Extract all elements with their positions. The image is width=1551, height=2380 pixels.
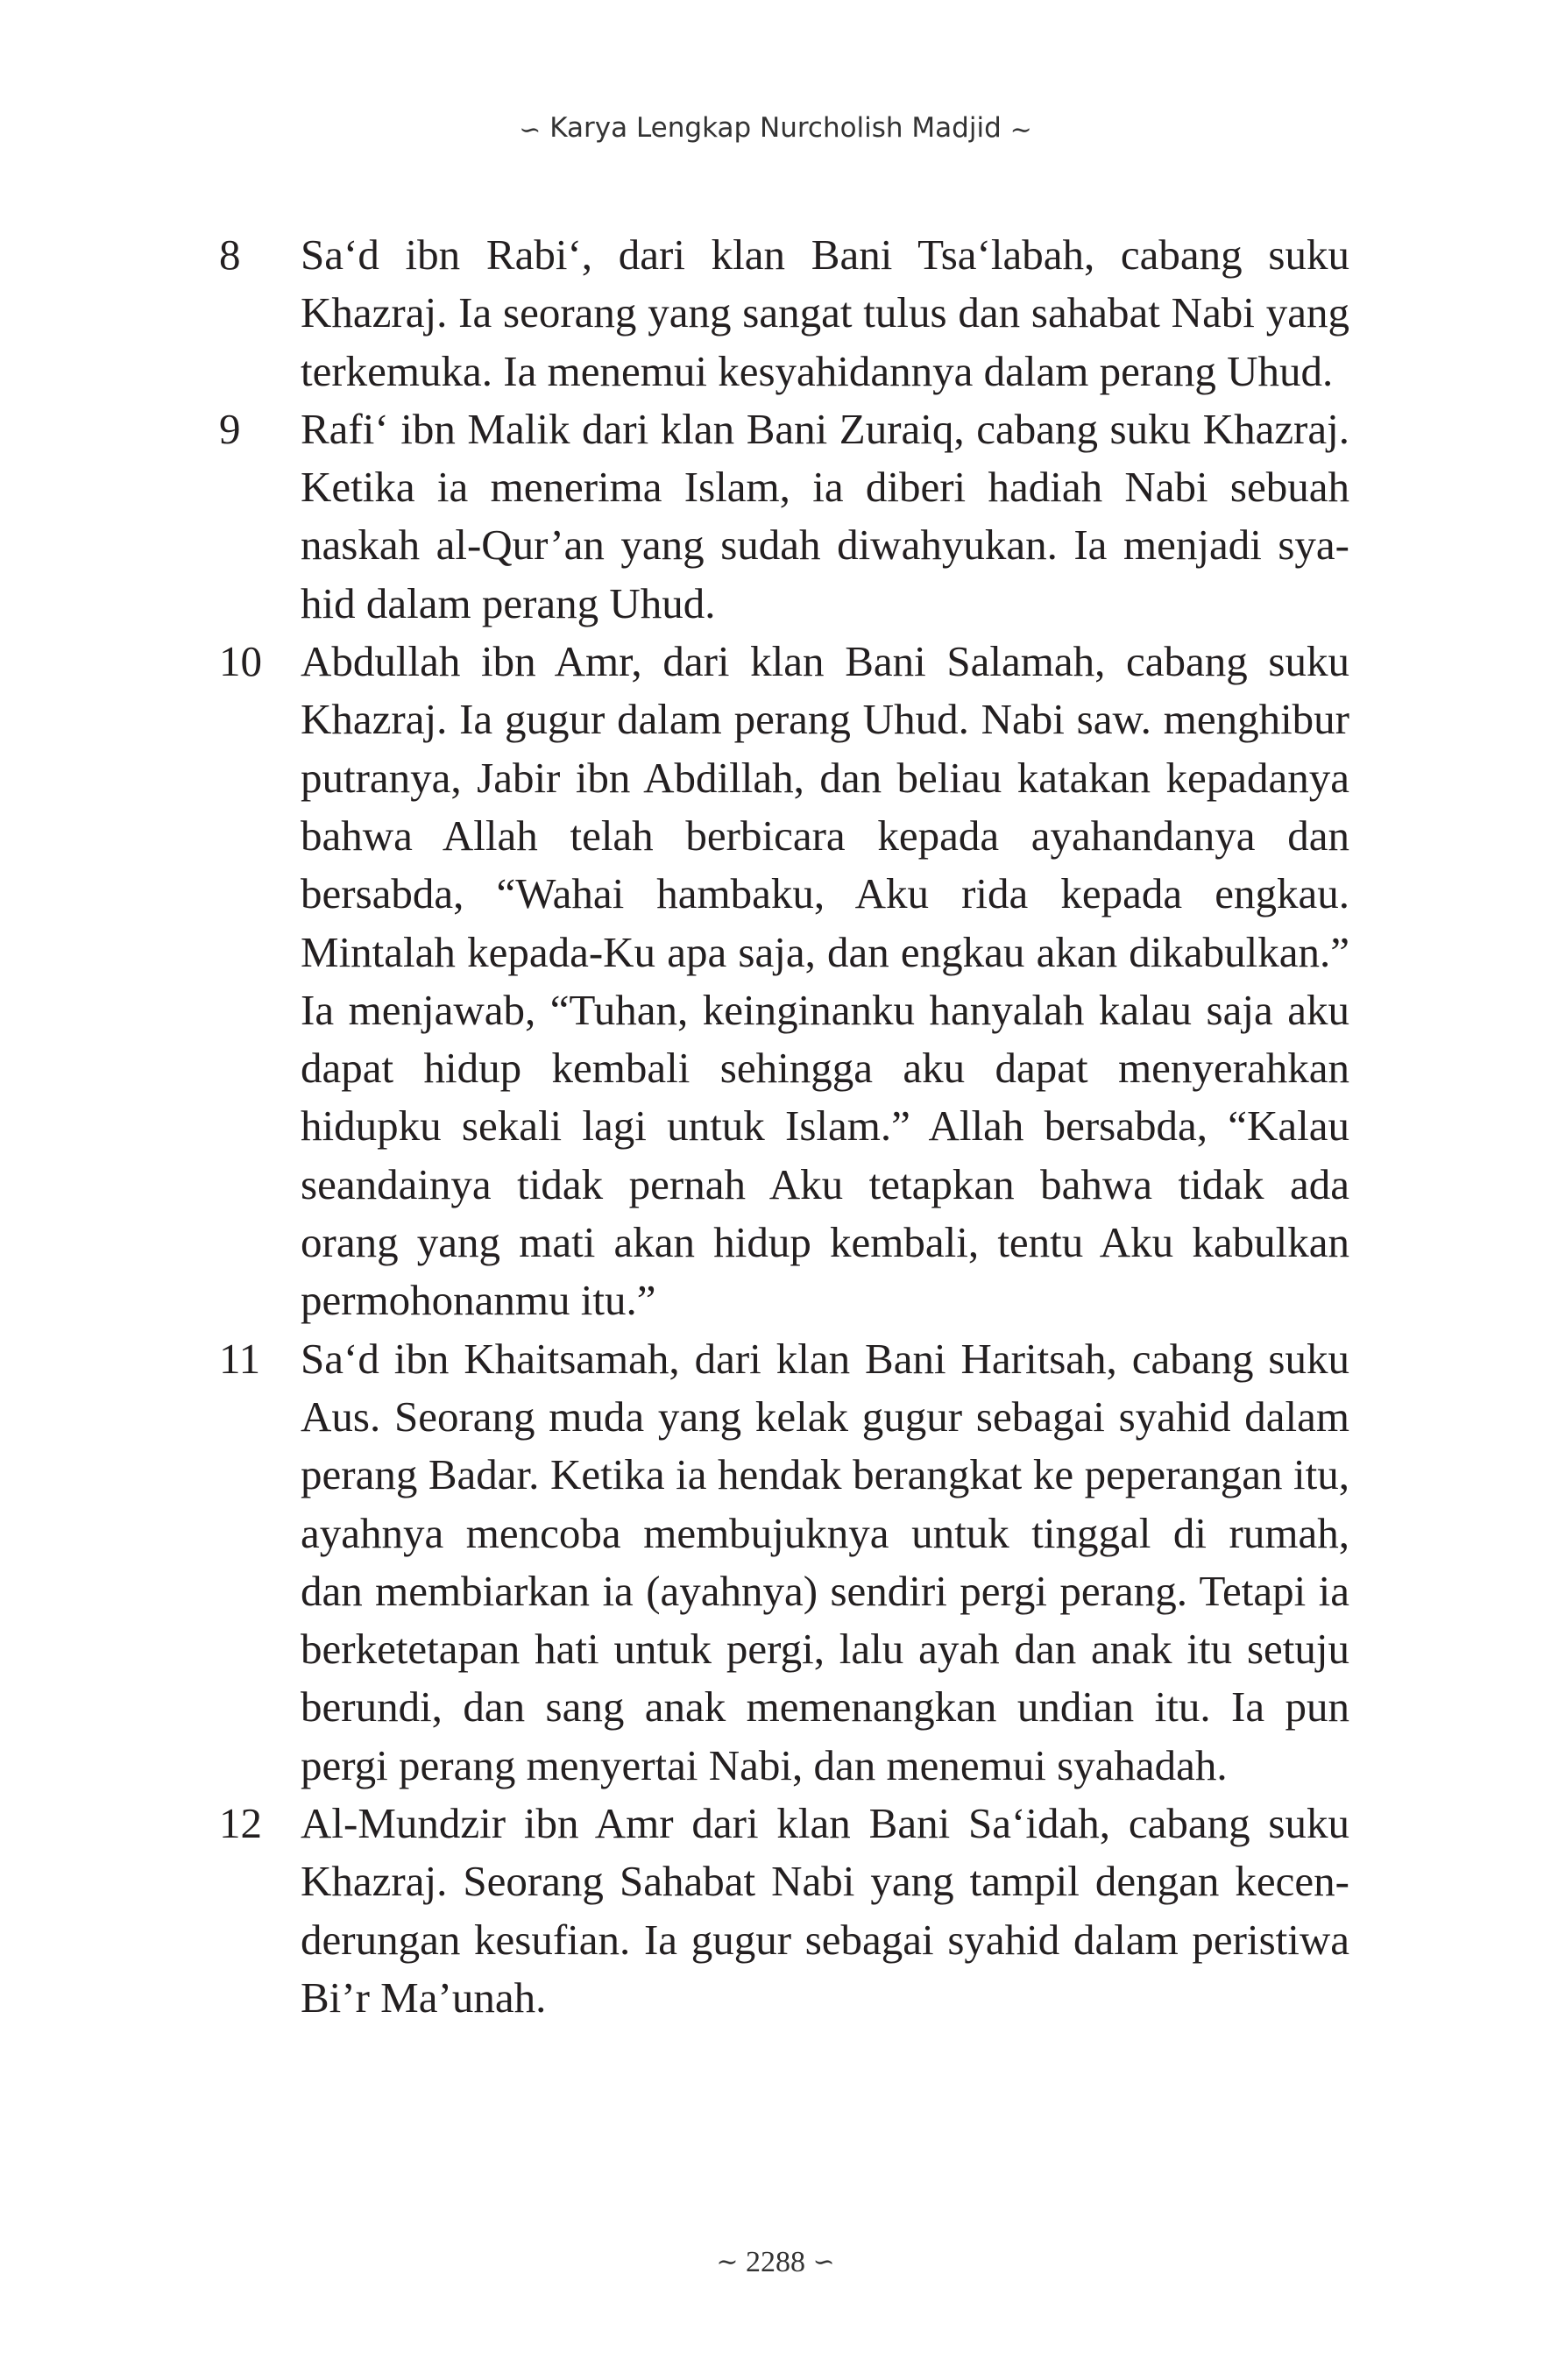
endnotes-list	[219, 226, 1349, 2027]
endnote-number: 9	[219, 404, 241, 453]
endnote-text: Sa‘d ibn Khaitsamah, dari klan Bani Haritsah, cabang suku Aus. Seorang muda yang kelak gugur sebagai syahid dalam perang Badar. Ketika ia hendak berangkat ke peperangan itu, ayahnya mencoba membujuknya untuk tinggal di rumah, dan membiarkan ia (ayahnya) sendiri pergi perang. Tetapi ia berketetapan hati untuk pergi, lalu ayah dan anak itu setuju berundi, dan sang anak memenangkan undian itu. Ia pun pergi perang menyertai Nabi, dan menemui syahadah.	[301, 1334, 1349, 1789]
page-folio	[0, 2246, 1551, 2279]
endnote	[219, 400, 1349, 633]
endnote-number: 8	[219, 230, 241, 279]
ornament-right-icon: ∽	[812, 2247, 835, 2277]
endnote	[219, 633, 1349, 1330]
endnote-number: 10	[219, 637, 262, 686]
endnote	[219, 226, 1349, 400]
running-header-title: Karya Lengkap Nurcholish Madjid	[549, 112, 1002, 144]
ornament-right-icon: ∼	[1009, 115, 1032, 145]
endnote-number: 11	[219, 1334, 261, 1383]
endnote-text: Sa‘d ibn Rabi‘, dari klan Bani Tsa‘labah, cabang suku Khazraj. Ia seorang yang sangat tulus dan sahabat Nabi yang terkemuka. Ia menemui kesyahidannya dalam perang Uhud.	[301, 230, 1349, 395]
endnote	[219, 1795, 1349, 2027]
endnote-text: Abdullah ibn Amr, dari klan Bani Salamah, cabang suku Khazraj. Ia gugur dalam perang Uhud. Nabi saw. menghibur putranya, Jabir ibn Abdillah, dan beliau katakan kepadanya bahwa Allah telah berbicara kepada ayahandanya dan bersabda, “Wahai hambaku, Aku rida kepada engkau. Mintalah kepada-Ku apa saja, dan engkau akan dikabulkan.” Ia menjawab, “Tuhan, keinginanku hanyalah kalau saja aku dapat hidup kembali sehingga aku dapat menyerahkan hidupku sekali lagi untuk Islam.” Allah bersabda, “Kalau seandainya tidak pernah Aku tetapkan bahwa tidak ada orang yang mati akan hidup kembali, tentu Aku kabulkan permohonanmu itu.”	[301, 637, 1349, 1325]
ornament-left-icon: ∼	[716, 2247, 739, 2277]
endnote	[219, 1330, 1349, 1795]
endnote-number: 12	[219, 1799, 262, 1848]
running-header	[0, 112, 1551, 145]
endnote-text: Al-Mundzir ibn Amr dari klan Bani Sa‘idah, cabang suku Khazraj. Seorang Sahabat Nabi yang tampil dengan kecenderungan kesufian. Ia gugur sebagai syahid dalam peristiwa Bi’r Ma’unah.	[301, 1799, 1349, 2022]
ornament-left-icon: ∽	[519, 115, 542, 145]
endnote-text: Rafi‘ ibn Malik dari klan Bani Zuraiq, cabang suku Khazraj. Ketika ia menerima Islam, ia diberi hadiah Nabi sebuah naskah al-Qur’an yang sudah diwahyukan. Ia menjadi syahid dalam perang Uhud.	[301, 404, 1349, 627]
page-number: 2288	[746, 2246, 805, 2278]
